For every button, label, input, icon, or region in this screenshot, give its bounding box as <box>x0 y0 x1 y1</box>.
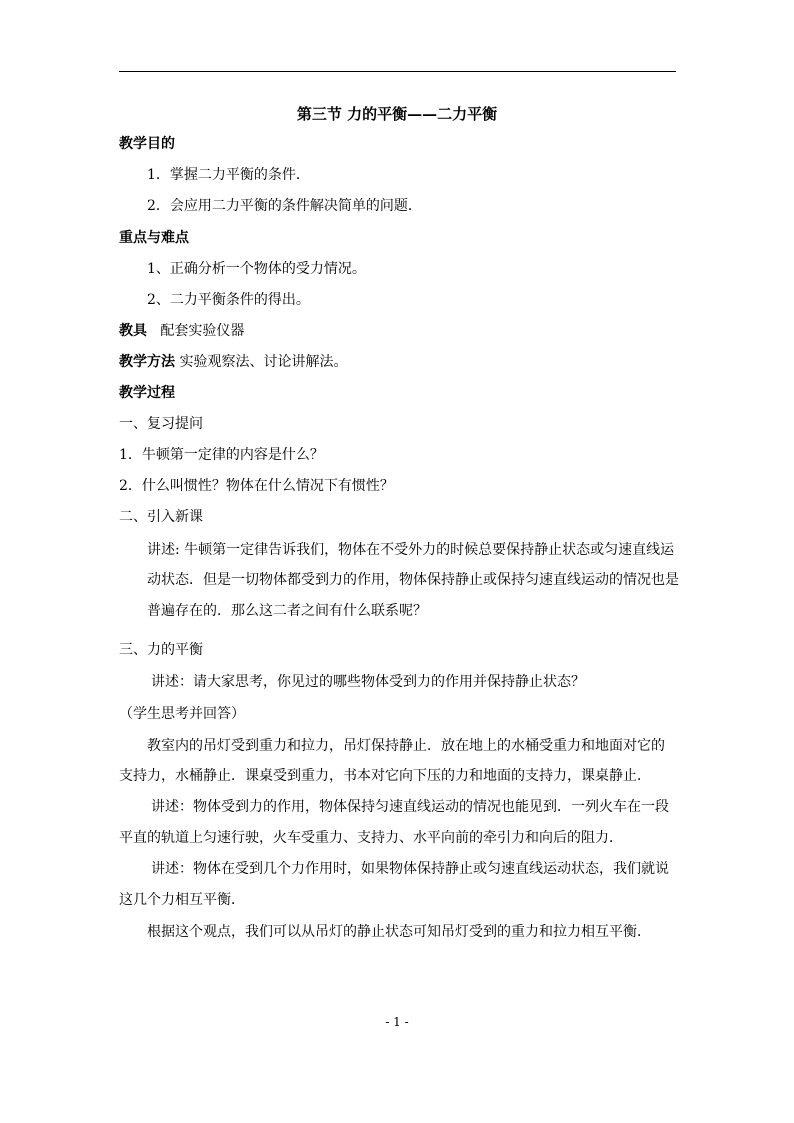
review-item: 2．什么叫惯性？物体在什么情况下有惯性？ <box>119 478 394 494</box>
balance-paragraph-line: （学生思考并回答） <box>119 706 245 722</box>
equipment-label: 教具 <box>119 323 147 339</box>
balance-paragraph-line: 讲述：物体受到力的作用，物体保持匀速直线运动的情况也能见到．一列火车在一段 <box>151 799 669 815</box>
intro-paragraph-line: 普遍存在的．那么这二者之间有什么联系呢？ <box>147 603 427 619</box>
balance-paragraph-line: 根据这个观点，我们可以从吊灯的静止状态可知吊灯受到的重力和拉力相互平衡． <box>147 924 651 940</box>
balance-heading: 三、力的平衡 <box>119 642 203 658</box>
equipment-line <box>119 321 244 341</box>
balance-paragraph-line: 这几个力相互平衡． <box>119 892 245 908</box>
equipment-value: 配套实验仪器 <box>160 323 245 339</box>
header-rule <box>119 71 676 72</box>
method-value: 实验观察法、讨论讲解法。 <box>179 354 348 370</box>
key-point-item: 2、二力平衡条件的得出。 <box>147 292 310 308</box>
intro-paragraph-line: 讲述: 牛顿第一定律告诉我们，物体在不受外力的时候总要保持静止状态或匀速直线运 <box>147 542 675 558</box>
process-heading: 教学过程 <box>119 385 175 401</box>
objective-item: 2．会应用二力平衡的条件解决简单的问题． <box>147 198 422 214</box>
key-point-item: 1、正确分析一个物体的受力情况。 <box>147 261 366 277</box>
objectives-heading: 教学目的 <box>119 136 175 152</box>
balance-paragraph-line: 讲述：物体在受到几个力作用时，如果物体保持静止或匀速直线运动状态，我们就说 <box>151 861 669 877</box>
intro-paragraph-line: 动状态．但是一切物体都受到力的作用，物体保持静止或保持匀速直线运动的情况也是 <box>147 572 679 588</box>
page-number: - 1 - <box>385 1015 409 1029</box>
balance-paragraph-line: 支持力，水桶静止．课桌受到重力，书本对它向下压的力和地面的支持力，课桌静止． <box>119 768 651 784</box>
intro-heading: 二、引入新课 <box>119 509 203 525</box>
balance-paragraph-line: 平直的轨道上匀速行驶，火车受重力、支持力、水平向前的牵引力和向后的阻力． <box>119 830 623 846</box>
review-item: 1．牛顿第一定律的内容是什么？ <box>119 447 324 463</box>
key-points-heading: 重点与难点 <box>119 230 189 246</box>
page-title: 第三节 力的平衡——二力平衡 <box>296 105 498 123</box>
method-label: 教学方法 <box>119 354 175 370</box>
review-heading: 一、复习提问 <box>119 416 203 432</box>
balance-paragraph-line: 讲述：请大家思考，你见过的哪些物体受到力的作用并保持静止状态？ <box>151 674 585 690</box>
objective-item: 1．掌握二力平衡的条件． <box>147 167 310 183</box>
balance-paragraph-line: 教室内的吊灯受到重力和拉力，吊灯保持静止．放在地上的水桶受重力和地面对它的 <box>147 738 665 754</box>
method-line <box>119 352 347 372</box>
